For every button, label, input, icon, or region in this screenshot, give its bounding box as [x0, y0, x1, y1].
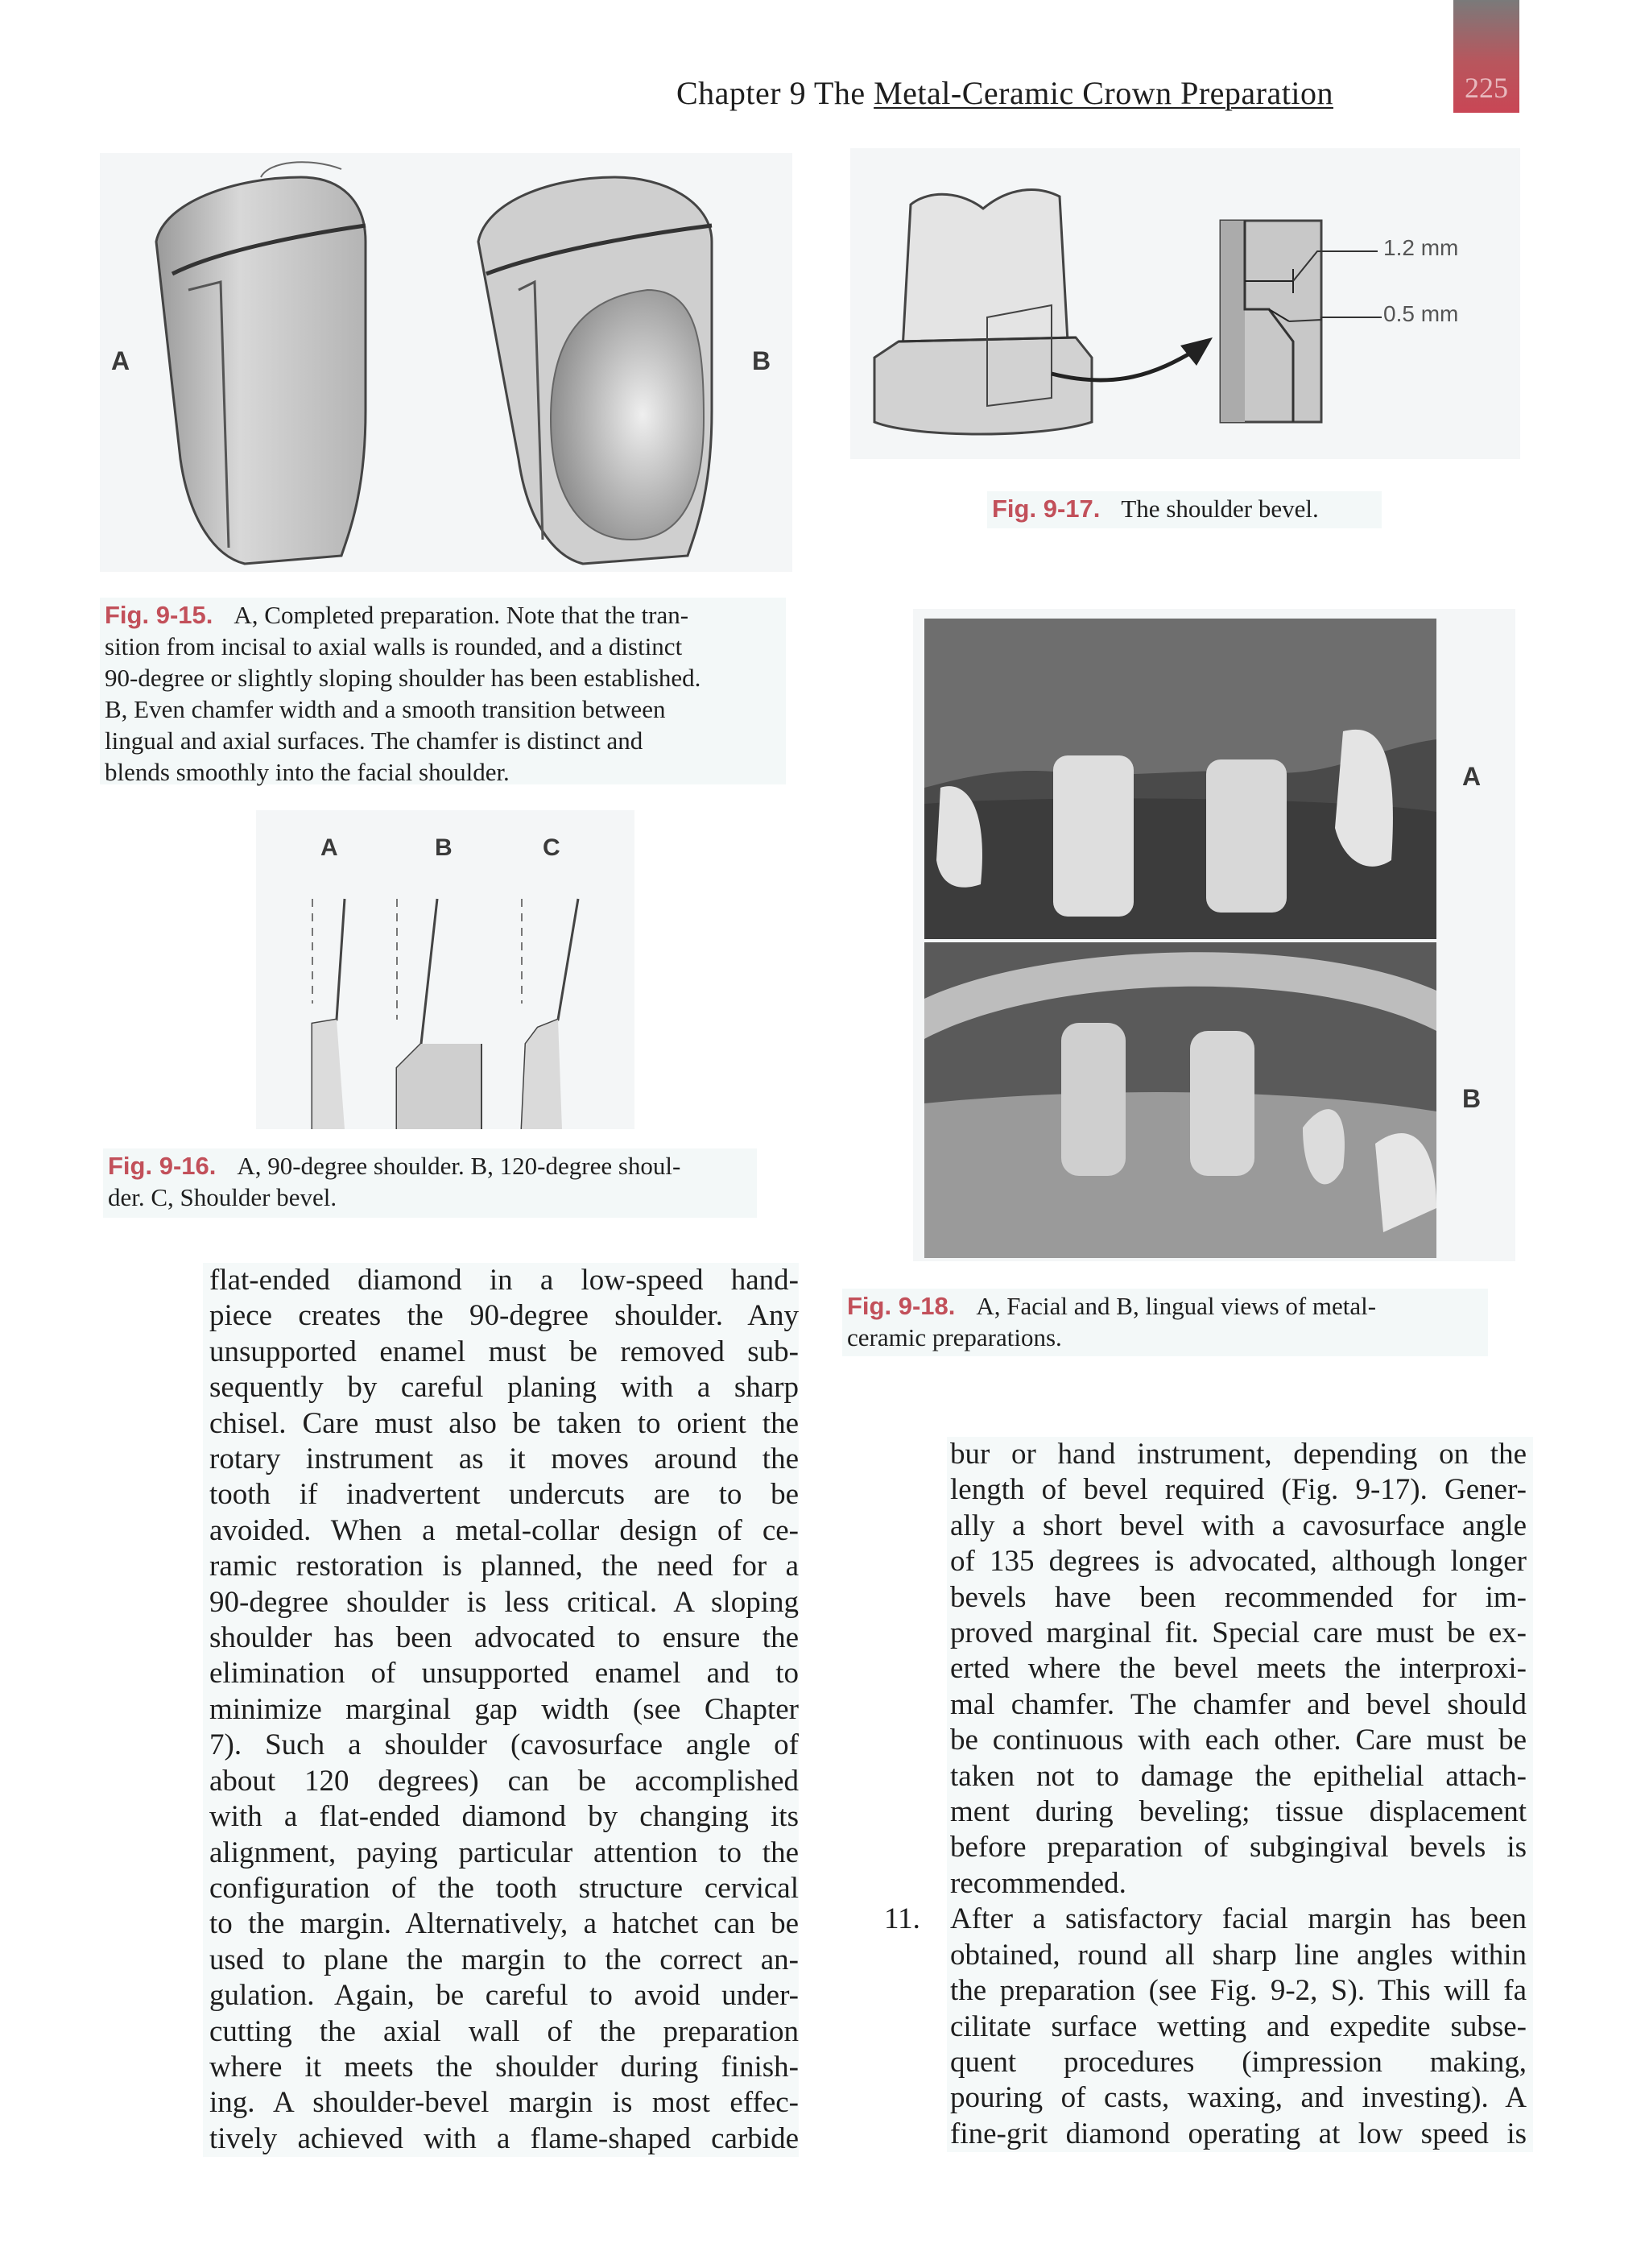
left-line-13: minimize marginal gap width (see Chapter: [209, 1692, 799, 1726]
item-11-line-1: After a satisfactory facial margin has been: [950, 1902, 1527, 1936]
right-line-2: length of bevel required (Fig. 9-17). Gener-: [950, 1473, 1527, 1507]
fig-9-15-caption-line-4: B, Even chamfer width and a smooth transition between: [105, 695, 666, 723]
fig-9-18-photo-a: [924, 619, 1436, 939]
left-line-1: flat-ended diamond in a low-speed hand-: [209, 1264, 799, 1297]
right-line-11: ment during beveling; tissue displacement: [950, 1795, 1527, 1829]
left-line-22: cutting the axial wall of the preparation: [209, 2014, 799, 2048]
fig-9-18-label: Fig. 9-18.: [847, 1292, 956, 1320]
right-line-8: mal chamfer. The chamfer and bevel should: [950, 1687, 1527, 1721]
item-11-line-3: the preparation (see Fig. 9-2, S). This will fa: [950, 1974, 1527, 2008]
fig-9-16-caption-line-2: der. C, Shoulder bevel.: [108, 1183, 337, 1211]
dimension-1-2mm: 1.2 mm: [1383, 235, 1459, 260]
fig-9-17-illustration: [850, 148, 1520, 459]
fig-9-15-drawing: [100, 153, 792, 572]
item-11-number: 11.: [884, 1902, 920, 1935]
left-line-7: tooth if inadvertent undercuts are to be: [209, 1478, 799, 1512]
left-line-24: ing. A shoulder-bevel margin is most effec-: [209, 2086, 799, 2120]
page-number: 225: [1465, 72, 1508, 104]
fig-9-16-caption-line-1: A, 90-degree shoulder. B, 120-degree shoul-: [237, 1152, 681, 1180]
fig-9-15-caption-line-5: lingual and axial surfaces. The chamfer is distinct and: [105, 726, 643, 755]
right-line-1: bur or hand instrument, depending on the: [950, 1438, 1527, 1471]
left-line-14: 7). Such a shoulder (cavosurface angle of: [209, 1728, 799, 1762]
right-line-5: bevels have been recommended for im-: [950, 1580, 1527, 1614]
right-line-3: ally a short bevel with a cavosurface angle: [950, 1509, 1527, 1542]
left-line-4: sequently by careful planing with a sharp: [209, 1371, 799, 1405]
fig-9-18-caption-line-1: A, Facial and B, lingual views of metal-: [976, 1292, 1377, 1320]
fig-9-18-photos: [913, 609, 1515, 1261]
left-line-6: rotary instrument as it moves around the: [209, 1442, 799, 1476]
running-head: [676, 74, 1333, 112]
left-line-16: with a flat-ended diamond by changing its: [209, 1800, 799, 1834]
fig-9-18-caption: [842, 1289, 1488, 1356]
fig-9-17-caption-text: The shoulder bevel.: [1121, 495, 1319, 523]
fig-9-18-letter-a: A: [1462, 762, 1482, 791]
fig-9-15-caption: [100, 598, 786, 784]
fig-9-15-letter-a: A: [111, 346, 130, 375]
fig-9-16-letter-b: B: [435, 834, 453, 861]
left-line-5: chisel. Care must also be taken to orient the: [209, 1406, 799, 1440]
fig-9-17-caption: [987, 491, 1382, 528]
left-line-25: tively achieved with a flame-shaped carbide: [209, 2121, 799, 2155]
right-line-10: taken not to damage the epithelial attach-: [950, 1759, 1527, 1793]
left-line-8: avoided. When a metal-collar design of ce-: [209, 1513, 799, 1547]
fig-9-16-letter-a: A: [320, 834, 338, 861]
right-line-7: erted where the bevel meets the interproxi-: [950, 1652, 1527, 1686]
fig-9-15-label: Fig. 9-15.: [105, 601, 213, 629]
fig-9-15-illustration: [100, 153, 792, 572]
fig-9-17-label: Fig. 9-17.: [992, 495, 1101, 523]
fig-9-15-caption-line-6: blends smoothly into the facial shoulder.: [105, 758, 510, 786]
item-11-line-2: obtained, round all sharp line angles within: [950, 1938, 1527, 1972]
fig-9-15-letter-b: B: [752, 346, 771, 375]
left-line-17: alignment, paying particular attention to the: [209, 1836, 799, 1869]
right-line-9: be continuous with each other. Care must be: [950, 1724, 1527, 1757]
right-line-12: before preparation of subgingival bevels is: [950, 1831, 1527, 1864]
fig-9-18-letter-b: B: [1462, 1084, 1482, 1113]
fig-9-15-caption-line-3: 90-degree or slightly sloping shoulder has been established.: [105, 664, 701, 692]
left-line-2: piece creates the 90-degree shoulder. Any: [209, 1299, 799, 1333]
body-left-column: [203, 1263, 799, 2157]
left-line-15: about 120 degrees) can be accomplished: [209, 1764, 799, 1798]
chapter-title: Metal-Ceramic Crown Preparation: [874, 75, 1333, 111]
right-line-4: of 135 degrees is advocated, although longer: [950, 1545, 1527, 1579]
item-11-line-7: fine-grit diamond operating at low speed is: [950, 2117, 1527, 2150]
left-line-3: unsupported enamel must be removed sub-: [209, 1335, 799, 1368]
fig-9-15-caption-line-2: sition from incisal to axial walls is rounded, and a distinct: [105, 632, 683, 660]
item-11-line-4: cilitate surface wetting and expedite subse-: [950, 2009, 1527, 2043]
fig-9-16-illustration: [256, 810, 634, 1129]
body-right-column: [947, 1437, 1533, 2152]
fig-9-15-caption-line-1: A, Completed preparation. Note that the tran-: [234, 601, 689, 629]
item-11-line-6: pouring of casts, waxing, and investing). A: [950, 2081, 1527, 2115]
left-line-18: configuration of the tooth structure cervical: [209, 1871, 799, 1905]
left-line-10: 90-degree shoulder is less critical. A sloping: [209, 1585, 799, 1619]
fig-9-16-drawing: [256, 883, 634, 1129]
left-line-19: to the margin. Alternatively, a hatchet can be: [209, 1907, 799, 1941]
left-line-11: shoulder has been advocated to ensure the: [209, 1621, 799, 1655]
dimension-0-5mm: 0.5 mm: [1383, 301, 1459, 326]
fig-9-18-photo-b: [924, 942, 1436, 1258]
left-line-9: ramic restoration is planned, the need for a: [209, 1550, 799, 1583]
left-line-20: used to plane the margin to the correct an-: [209, 1943, 799, 1976]
item-11-line-5: quent procedures (impression making,: [950, 2045, 1527, 2079]
chapter-label: Chapter 9 The: [676, 75, 866, 111]
right-line-13: recommended.: [950, 1866, 1126, 1900]
left-line-12: elimination of unsupported enamel and to: [209, 1657, 799, 1691]
fig-9-16-letter-c: C: [543, 834, 560, 861]
left-line-23: where it meets the shoulder during finish-: [209, 2050, 799, 2084]
fig-9-18-caption-line-2: ceramic preparations.: [847, 1323, 1062, 1351]
fig-9-16-caption: [103, 1148, 757, 1218]
left-line-21: gulation. Again, be careful to avoid under-: [209, 1979, 799, 2013]
fig-9-16-label: Fig. 9-16.: [108, 1152, 217, 1180]
right-line-6: proved marginal fit. Special care must be ex-: [950, 1616, 1527, 1650]
